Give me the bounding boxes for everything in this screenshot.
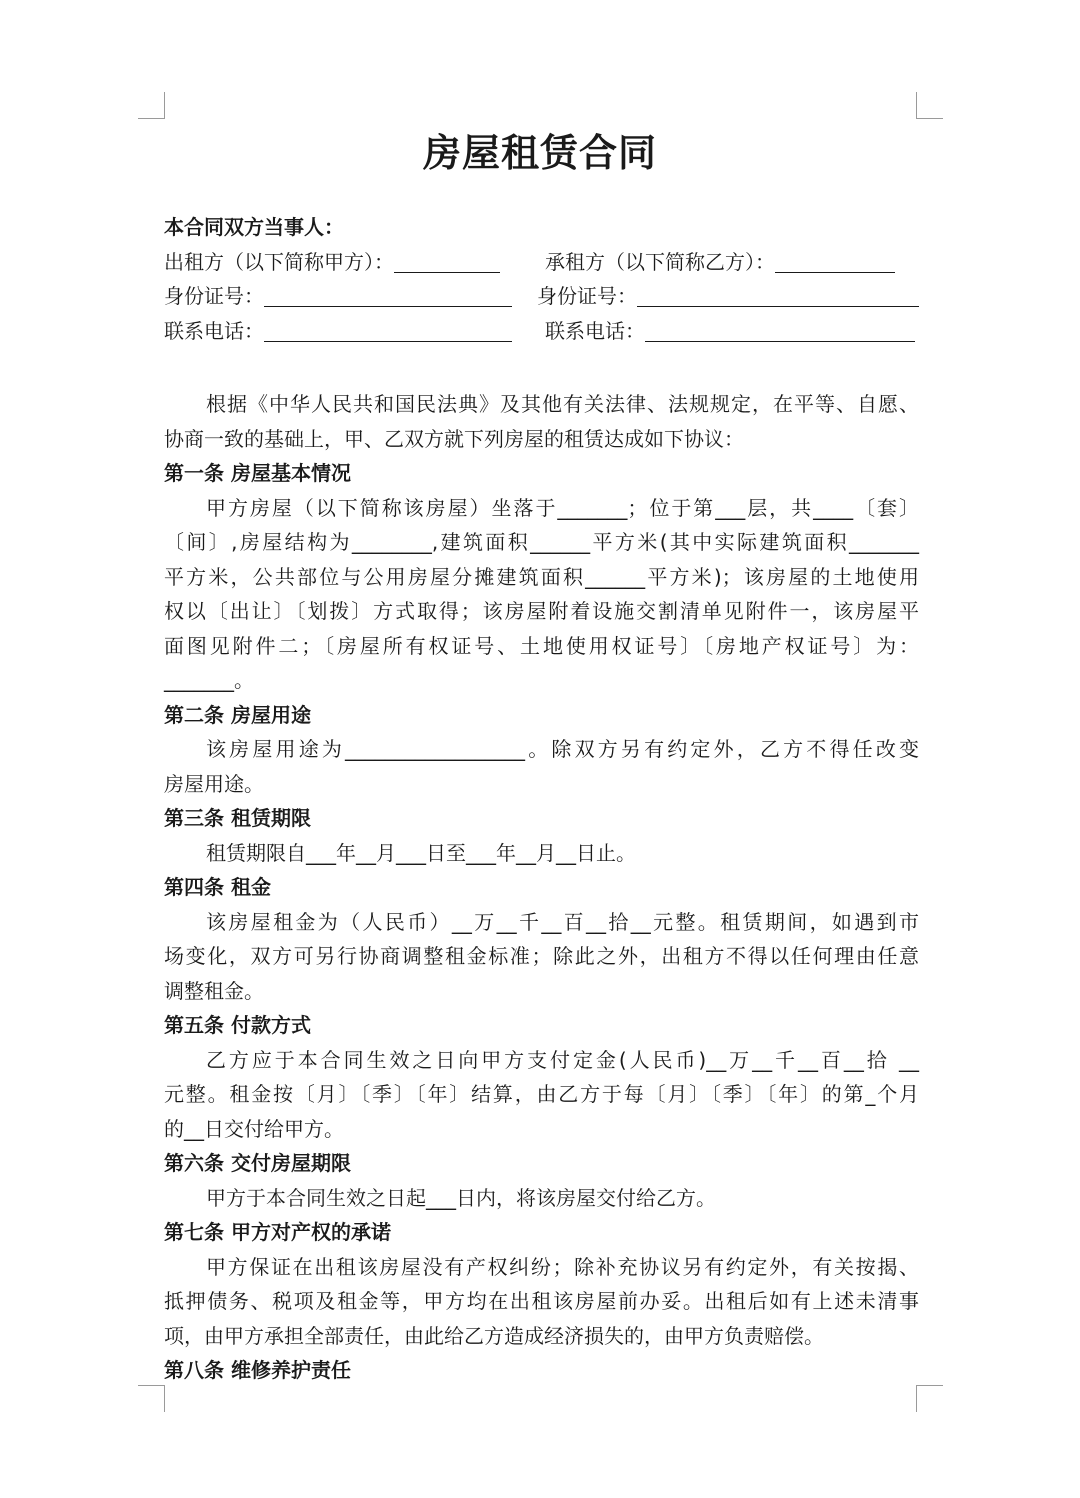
crop-mark-bottom-right: [916, 1385, 943, 1412]
crop-mark-top-left: [138, 92, 165, 119]
contract-body: [164, 210, 919, 1388]
article-line: 调整租金。: [164, 978, 264, 1003]
article-line: 抵押债务、税项及租金等，甲方均在出租该房屋前办妥。出租后如有上述未清事: [164, 1289, 919, 1313]
crop-mark-top-right: [916, 92, 943, 119]
lessee-name-blank: [775, 250, 895, 273]
article-line: _______。: [164, 668, 254, 692]
document-title: 房屋租赁合同: [422, 131, 657, 175]
article-line: 元整。租金按〔月〕〔季〕〔年〕结算，由乙方于每〔月〕〔季〕〔年〕的第_个月: [164, 1082, 919, 1106]
preamble-line: 根据《中华人民共和国民法典》及其他有关法律、法规规定，在平等、自愿、: [206, 392, 919, 416]
parties-heading: 本合同双方当事人：: [164, 215, 344, 239]
article-heading: 第八条 维修养护责任: [164, 1358, 351, 1382]
lessor-phone-blank: [264, 319, 512, 342]
article-line: 权以〔出让〕〔划拨〕方式取得；该房屋附着设施交割清单见附件一，该房屋平: [164, 599, 919, 623]
article-line: 该房屋租金为（人民币）__万__千__百__拾__元整。租赁期间，如遇到市: [206, 909, 919, 934]
article-heading: 第五条 付款方式: [164, 1013, 311, 1037]
article-heading: 第七条 甲方对产权的承诺: [164, 1220, 391, 1244]
article-line: 甲方保证在出租该房屋没有产权纠纷；除补充协议另有约定外，有关按揭、: [206, 1254, 919, 1279]
articles: [164, 456, 919, 1388]
lessor-name-blank: [394, 250, 500, 273]
article-line: 平方米，公共部位与公用房屋分摊建筑面积______平方米)；该房屋的土地使用: [164, 564, 919, 589]
article-line: 租赁期限自___年__月___日至___年__月__日止。: [206, 840, 636, 865]
party-phone-row: [164, 314, 919, 349]
article-line: 〔间〕,房屋结构为________,建筑面积______平方米(其中实际建筑面积_______: [164, 530, 919, 554]
article-line: 该房屋用途为__________________。除双方另有约定外，乙方不得任改变: [206, 737, 919, 761]
crop-mark-bottom-left: [138, 1385, 165, 1412]
lessee-label: 承租方（以下简称乙方）：: [545, 249, 775, 274]
lessee-phone-blank: [645, 319, 915, 342]
article-heading: 第四条 租金: [164, 875, 271, 899]
party-names-row: [164, 245, 919, 280]
preamble-line: 协商一致的基础上，甲、乙双方就下列房屋的租赁达成如下协议：: [164, 426, 744, 451]
article-line: 甲方房屋（以下简称该房屋）坐落于_______；位于第___层，共____〔套〕: [206, 495, 919, 520]
article-line: 场变化，双方可另行协商调整租金标准；除此之外，出租方不得以任何理由任意: [164, 944, 919, 968]
lessee-id-blank: [637, 284, 919, 307]
article-line: 乙方应于本合同生效之日向甲方支付定金(人民币)__万__千__百__拾 __: [206, 1047, 919, 1072]
lessee-phone-label: 联系电话：: [545, 318, 645, 343]
lessor-label: 出租方（以下简称甲方）：: [164, 249, 394, 274]
article-line: 面图见附件二；〔房屋所有权证号、土地使用权证号〕〔房地产权证号〕为：: [164, 633, 919, 658]
lessor-phone-label: 联系电话：: [164, 318, 264, 343]
lessee-id-label: 身份证号：: [537, 284, 637, 308]
lessor-id-blank: [264, 284, 512, 307]
party-id-row: [164, 279, 919, 314]
article-line: 甲方于本合同生效之日起___日内，将该房屋交付给乙方。: [206, 1185, 716, 1210]
article-line: 的__日交付给甲方。: [164, 1116, 344, 1141]
lessor-id-label: 身份证号：: [164, 284, 264, 308]
article-line: 项，由甲方承担全部责任，由此给乙方造成经济损失的，由甲方负责赔偿。: [164, 1323, 824, 1348]
article-heading: 第三条 租赁期限: [164, 806, 311, 830]
article-heading: 第二条 房屋用途: [164, 702, 311, 727]
article-heading: 第六条 交付房屋期限: [164, 1151, 351, 1175]
article-line: 房屋用途。: [164, 771, 264, 796]
article-heading: 第一条 房屋基本情况: [164, 461, 351, 485]
